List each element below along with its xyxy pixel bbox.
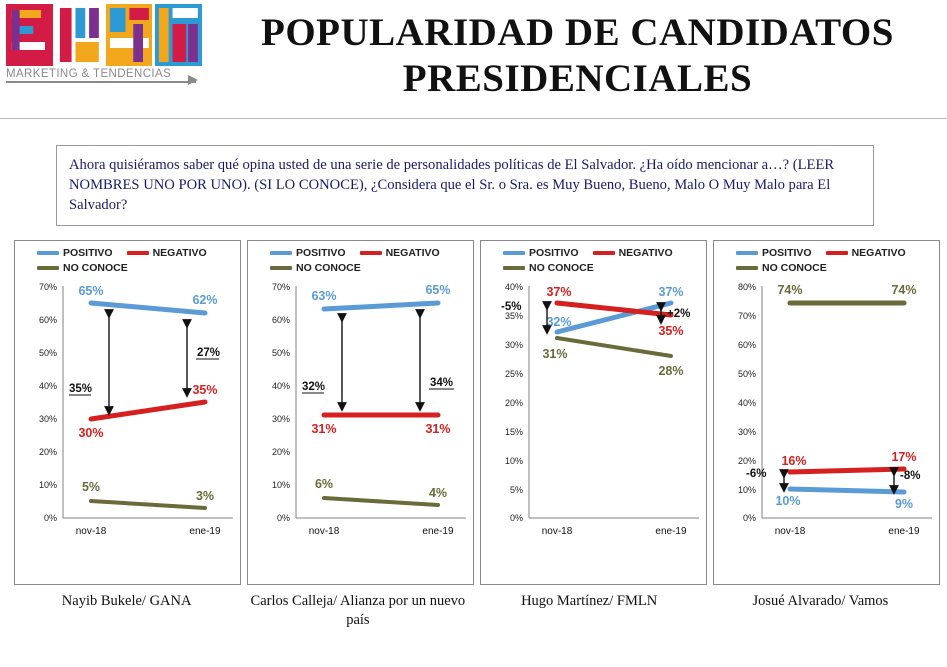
legend-label-positivo: POSITIVO — [762, 247, 812, 260]
ytick: 40% — [38, 381, 57, 392]
legend-label-negativo: NEGATIVO — [385, 247, 440, 260]
ytick: 30% — [504, 340, 523, 351]
annotation-gap: +2% — [667, 308, 691, 321]
chart-panel-bukele — [14, 240, 241, 585]
legend-label-positivo: POSITIVO — [63, 247, 113, 260]
page-title-line2: PRESIDENCIALES — [402, 57, 753, 101]
page-title — [208, 0, 947, 102]
legend-swatch-no-conoce — [37, 266, 59, 270]
ytick: 40% — [737, 398, 756, 409]
data-label: 65% — [425, 283, 451, 298]
ytick: 35% — [504, 311, 523, 322]
data-label: 16% — [781, 454, 807, 469]
xtick: ene-19 — [888, 526, 920, 538]
logo-underline — [6, 81, 196, 83]
annotation-gap: -6% — [746, 468, 767, 481]
logo-tile-red — [6, 4, 53, 66]
data-label: 17% — [891, 450, 917, 465]
annotation-gap: 27% — [197, 347, 221, 360]
brand-logo — [0, 0, 208, 83]
legend-item-no-conoce — [736, 262, 827, 274]
ytick: 0% — [276, 513, 290, 524]
data-label: 35% — [658, 324, 684, 339]
xtick: ene-19 — [422, 526, 454, 538]
ytick: 40% — [271, 381, 290, 392]
ytick: 15% — [504, 427, 523, 438]
data-label: 74% — [891, 283, 917, 298]
data-label: 37% — [546, 285, 572, 300]
data-label: 32% — [546, 315, 572, 330]
legend-item-no-conoce — [270, 262, 361, 274]
data-label: 5% — [81, 480, 101, 495]
ytick: 80% — [737, 282, 756, 293]
legend-swatch-positivo — [270, 251, 292, 255]
annotation-gap: -5% — [501, 301, 522, 314]
ytick: 30% — [38, 414, 57, 425]
data-label: 65% — [78, 284, 104, 299]
legend-swatch-no-conoce — [736, 266, 758, 270]
ytick: 10% — [38, 480, 57, 491]
ytick: 70% — [737, 311, 756, 322]
legend-swatch-positivo — [37, 251, 59, 255]
data-label: 30% — [78, 426, 104, 441]
chart-plot-calleja — [252, 278, 469, 540]
logo-tagline: MARKETING & TENDENCIAS — [6, 68, 172, 80]
caption-calleja: Carlos Calleja/ Alianza por un nuevo país — [250, 593, 466, 628]
legend-label-no-conoce: NO CONOCE — [529, 262, 594, 275]
data-label: 4% — [428, 486, 448, 501]
ytick: 20% — [271, 447, 290, 458]
annotation-gap: 32% — [302, 381, 326, 394]
data-label: 9% — [894, 497, 914, 512]
legend-label-negativo: NEGATIVO — [152, 247, 207, 260]
ytick: 60% — [737, 340, 756, 351]
chart-legend — [19, 247, 236, 274]
legend-item-no-conoce — [37, 262, 128, 274]
question-section — [0, 119, 947, 226]
caption-bukele: Nayib Bukele/ GANA — [61, 593, 192, 610]
ytick: 50% — [38, 348, 57, 359]
xtick: nov-18 — [541, 526, 573, 538]
legend-item-no-conoce — [503, 262, 594, 274]
xtick: ene-19 — [189, 526, 221, 538]
legend-item-positivo — [503, 247, 579, 259]
legend-item-positivo — [270, 247, 346, 259]
chart-captions — [0, 585, 947, 628]
ytick: 0% — [43, 513, 57, 524]
chart-legend — [485, 247, 702, 274]
chart-panel-alvarado — [713, 240, 940, 585]
chart-legend — [252, 247, 469, 274]
ytick: 50% — [271, 348, 290, 359]
chart-plot-bukele — [19, 278, 236, 540]
chart-panel-martinez — [480, 240, 707, 585]
data-label: 3% — [195, 489, 215, 504]
ytick: 25% — [504, 369, 523, 380]
ytick: 70% — [38, 282, 57, 293]
legend-item-negativo — [826, 247, 906, 259]
legend-swatch-positivo — [503, 251, 525, 255]
legend-item-negativo — [127, 247, 207, 259]
xtick: nov-18 — [308, 526, 340, 538]
ytick: 50% — [737, 369, 756, 380]
ytick: 0% — [742, 513, 756, 524]
caption-martinez: Hugo Martínez/ FMLN — [521, 593, 658, 610]
ytick: 30% — [737, 427, 756, 438]
legend-item-positivo — [37, 247, 113, 259]
legend-label-negativo: NEGATIVO — [851, 247, 906, 260]
chart-panel-calleja — [247, 240, 474, 585]
ytick: 60% — [38, 315, 57, 326]
data-label: 31% — [311, 422, 337, 437]
data-label: 28% — [658, 364, 684, 379]
legend-swatch-no-conoce — [270, 266, 292, 270]
chart-panels — [0, 240, 947, 585]
annotation-gap: -8% — [900, 470, 921, 483]
xtick: nov-18 — [774, 526, 806, 538]
legend-swatch-negativo — [360, 251, 382, 255]
ytick: 10% — [271, 480, 290, 491]
legend-label-positivo: POSITIVO — [529, 247, 579, 260]
question-text: Ahora quisiéramos saber qué opina usted de una serie de personalidades políticas de El Salvador. ¿Ha oído mencionar a…? (LEER NOMBRES UNO POR UNO). (SI LO CONOCE), ¿Considera que el Sr. o Sra. es Muy Bueno, Bueno, Malo O Muy Malo para El Salvador? — [56, 145, 874, 226]
ytick: 0% — [509, 513, 523, 524]
xtick: nov-18 — [75, 526, 107, 538]
legend-item-negativo — [360, 247, 440, 259]
ytick: 30% — [271, 414, 290, 425]
page-header — [0, 0, 947, 119]
legend-label-positivo: POSITIVO — [296, 247, 346, 260]
logo-tiles — [6, 4, 202, 66]
ytick: 10% — [737, 485, 756, 496]
legend-swatch-no-conoce — [503, 266, 525, 270]
data-label: 62% — [192, 293, 218, 308]
ytick: 20% — [504, 398, 523, 409]
legend-label-negativo: NEGATIVO — [618, 247, 673, 260]
chart-legend — [718, 247, 935, 274]
legend-label-no-conoce: NO CONOCE — [296, 262, 361, 275]
data-label: 74% — [777, 283, 803, 298]
legend-swatch-negativo — [127, 251, 149, 255]
xtick: ene-19 — [655, 526, 687, 538]
ytick: 40% — [504, 282, 523, 293]
page-title-line1: POPULARIDAD DE CANDIDATOS — [261, 11, 894, 54]
legend-item-negativo — [593, 247, 673, 259]
ytick: 60% — [271, 315, 290, 326]
ytick: 5% — [509, 485, 523, 496]
logo-tile-blue — [155, 4, 202, 66]
data-label: 31% — [425, 422, 451, 437]
legend-label-no-conoce: NO CONOCE — [762, 262, 827, 275]
data-label: 10% — [775, 494, 801, 509]
annotation-gap: 34% — [430, 377, 454, 390]
legend-item-positivo — [736, 247, 812, 259]
arrow-icon — [188, 75, 198, 85]
ytick: 20% — [737, 456, 756, 467]
chart-plot-martinez — [485, 278, 702, 540]
logo-tile-white — [56, 4, 103, 66]
data-label: 63% — [311, 289, 337, 304]
legend-swatch-negativo — [593, 251, 615, 255]
ytick: 20% — [38, 447, 57, 458]
legend-label-no-conoce: NO CONOCE — [63, 262, 128, 275]
legend-swatch-negativo — [826, 251, 848, 255]
data-label: 6% — [314, 477, 334, 492]
legend-swatch-positivo — [736, 251, 758, 255]
caption-alvarado: Josué Alvarado/ Vamos — [752, 593, 889, 610]
ytick: 10% — [504, 456, 523, 467]
ytick: 70% — [271, 282, 290, 293]
annotation-gap: 35% — [69, 383, 93, 396]
logo-tile-orange — [106, 4, 153, 66]
data-label: 37% — [658, 285, 684, 300]
chart-plot-alvarado — [718, 278, 935, 540]
data-label: 35% — [192, 383, 218, 398]
data-label: 31% — [542, 347, 568, 362]
